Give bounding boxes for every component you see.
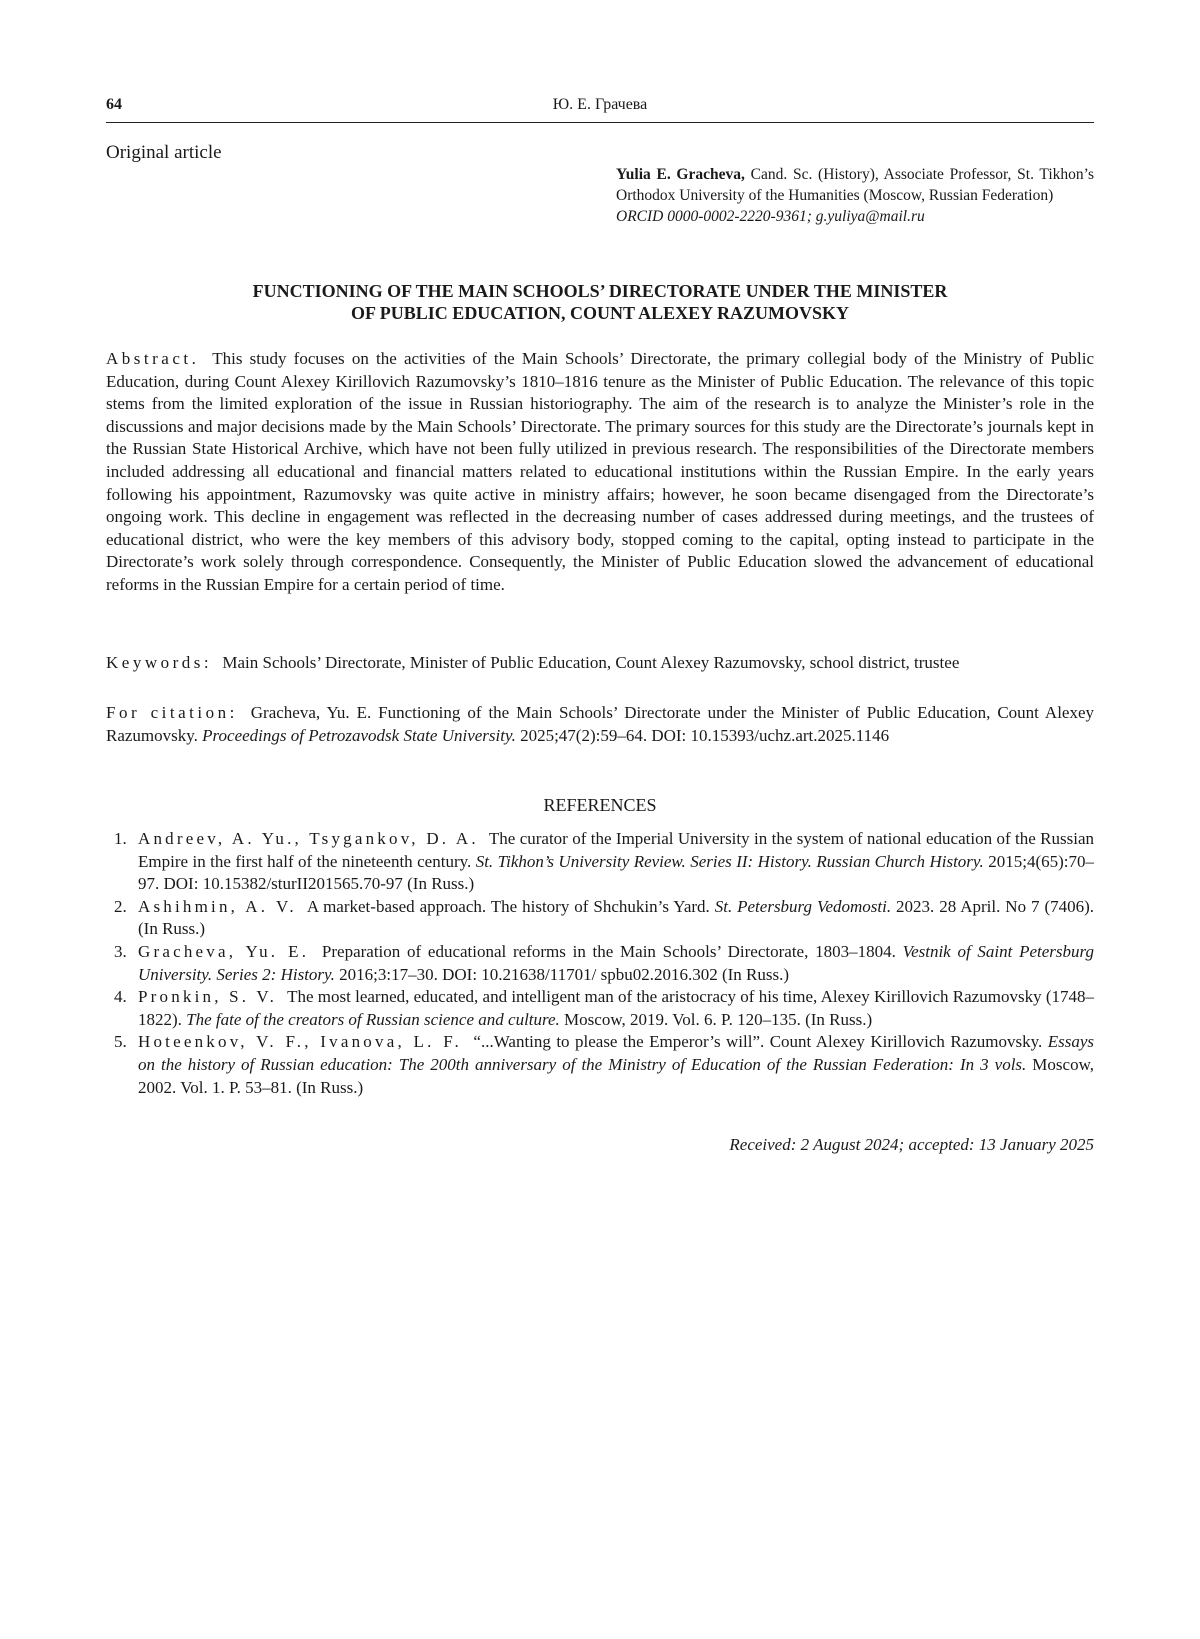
reference-tail: 2015;4(65):70–97. DOI: 10.15382/sturII201565.70-97 (In Russ.): [138, 852, 1094, 894]
reference-item: [106, 828, 1094, 896]
keywords: [106, 652, 1094, 675]
citation-label: For citation:: [106, 703, 238, 722]
author-orcid-email: ORCID 0000-0002-2220-9361; g.yuliya@mail.ru: [616, 206, 1094, 227]
reference-source: The fate of the creators of Russian science and culture.: [186, 1010, 560, 1029]
reference-number: 2.: [114, 896, 127, 919]
received-accepted-dates: Received: 2 August 2024; accepted: 13 January 2025: [729, 1135, 1094, 1155]
abstract-label: Abstract.: [106, 349, 199, 368]
reference-tail: Moscow, 2002. Vol. 1. P. 53–81. (In Russ.): [138, 1055, 1094, 1097]
reference-source: Essays on the history of Russian education: The 200th anniversary of the Ministry of Education of the Russian Federation: In 3 vols.: [138, 1032, 1094, 1074]
citation-text-before: Gracheva, Yu. E. Functioning of the Main Schools’ Directorate under the Minister of Public Education, Count Alexey Razumovsky.: [106, 703, 1094, 745]
article-title-line-2: OF PUBLIC EDUCATION, COUNT ALEXEY RAZUMOVSKY: [106, 302, 1094, 324]
reference-number: 3.: [114, 941, 127, 964]
reference-source: Vestnik of Saint Petersburg University. Series 2: History.: [138, 942, 1094, 984]
citation-journal: Proceedings of Petrozavodsk State University.: [202, 726, 516, 745]
article-title: [106, 280, 1094, 324]
abstract-text: This study focuses on the activities of the Main Schools’ Directorate, the primary collegial body of the Ministry of Public Education, during Count Alexey Kirillovich Razumovsky’s 1810–1816 tenure as the Minister of Public Education. The relevance of this topic stems from the limited exploration of the issue in Russian historiography. The aim of the research is to analyze the Minister’s role in the discussions and major decisions made by the Main Schools’ Directorate. The primary sources for this study are the Directorate’s journals kept in the Russian State Historical Archive, which have not been fully utilized in previous research. The responsibilities of the Directorate members included addressing all educational and financial matters related to educational institutions within the Russian Empire. In the early years following his appointment, Razumovsky was quite active in ministry affairs; however, he soon became disengaged from the Directorate’s ongoing work. This decline in engagement was reflected in the decreasing number of cases addressed during meetings, and the trustees of educational district, who were the key members of this advisory body, stopped coming to the capital, opting instead to participate in the Directorate’s work solely through correspondence. Consequently, the Minister of Public Education slowed the advancement of educational reforms in the Russian Empire for a certain period of time.: [106, 349, 1094, 594]
keywords-label: Keywords:: [106, 653, 212, 672]
reference-text: A market-based approach. The history of Shchukin’s Yard.: [307, 897, 710, 916]
reference-tail: 2023. 28 April. No 7 (7406). (In Russ.): [138, 897, 1094, 939]
reference-text: “...Wanting to please the Emperor’s will”. Count Alexey Kirillovich Razumovsky.: [473, 1032, 1042, 1051]
reference-text: Preparation of educational reforms in the Main Schools’ Directorate, 1803–1804.: [322, 942, 896, 961]
reference-number: 4.: [114, 986, 127, 1009]
author-affiliation: Cand. Sc. (History), Associate Professor, St. Tikhon’s Orthodox University of the Humanities (Moscow, Russian Federation): [616, 166, 1094, 204]
reference-text: The curator of the Imperial University in the system of national education of the Russian Empire in the first half of the nineteenth century.: [138, 829, 1094, 871]
references-heading: REFERENCES: [106, 795, 1094, 816]
reference-authors: Gracheva, Yu. E.: [138, 942, 309, 961]
article-type: Original article: [106, 142, 222, 164]
reference-item: [106, 896, 1094, 941]
reference-item: [106, 986, 1094, 1031]
author-name: Yulia E. Gracheva,: [616, 166, 745, 183]
references-list: [106, 828, 1094, 1099]
reference-authors: Pronkin, S. V.: [138, 987, 277, 1006]
running-author: Ю. Е. Грачева: [106, 96, 1094, 114]
reference-authors: Ashihmin, A. V.: [138, 897, 297, 916]
running-head: [106, 92, 1094, 123]
reference-item: [106, 941, 1094, 986]
reference-number: 1.: [114, 828, 127, 851]
citation: [106, 702, 1094, 747]
reference-source: St. Tikhon’s University Review. Series II: History. Russian Church History.: [476, 852, 984, 871]
reference-tail: Moscow, 2019. Vol. 6. P. 120–135. (In Russ.): [564, 1010, 872, 1029]
reference-tail: 2016;3:17–30. DOI: 10.21638/11701/ spbu02.2016.302 (In Russ.): [339, 965, 789, 984]
reference-authors: Andreev, A. Yu., Tsygankov, D. A.: [138, 829, 479, 848]
reference-text: The most learned, educated, and intelligent man of the aristocracy of his time, Alexey Kirillovich Razumovsky (1748–1822).: [138, 987, 1094, 1029]
citation-text-after: 2025;47(2):59–64. DOI: 10.15393/uchz.art.2025.1146: [520, 726, 889, 745]
reference-authors: Hoteenkov, V. F., Ivanova, L. F.: [138, 1032, 462, 1051]
reference-source: St. Petersburg Vedomosti.: [715, 897, 891, 916]
abstract: [106, 348, 1094, 597]
page-number: 64: [106, 96, 122, 114]
author-block: [616, 164, 1094, 227]
keywords-text: Main Schools’ Directorate, Minister of Public Education, Count Alexey Razumovsky, school district, trustee: [222, 653, 959, 672]
reference-item: [106, 1031, 1094, 1099]
article-title-line-1: FUNCTIONING OF THE MAIN SCHOOLS’ DIRECTORATE UNDER THE MINISTER: [106, 280, 1094, 302]
reference-number: 5.: [114, 1031, 127, 1054]
